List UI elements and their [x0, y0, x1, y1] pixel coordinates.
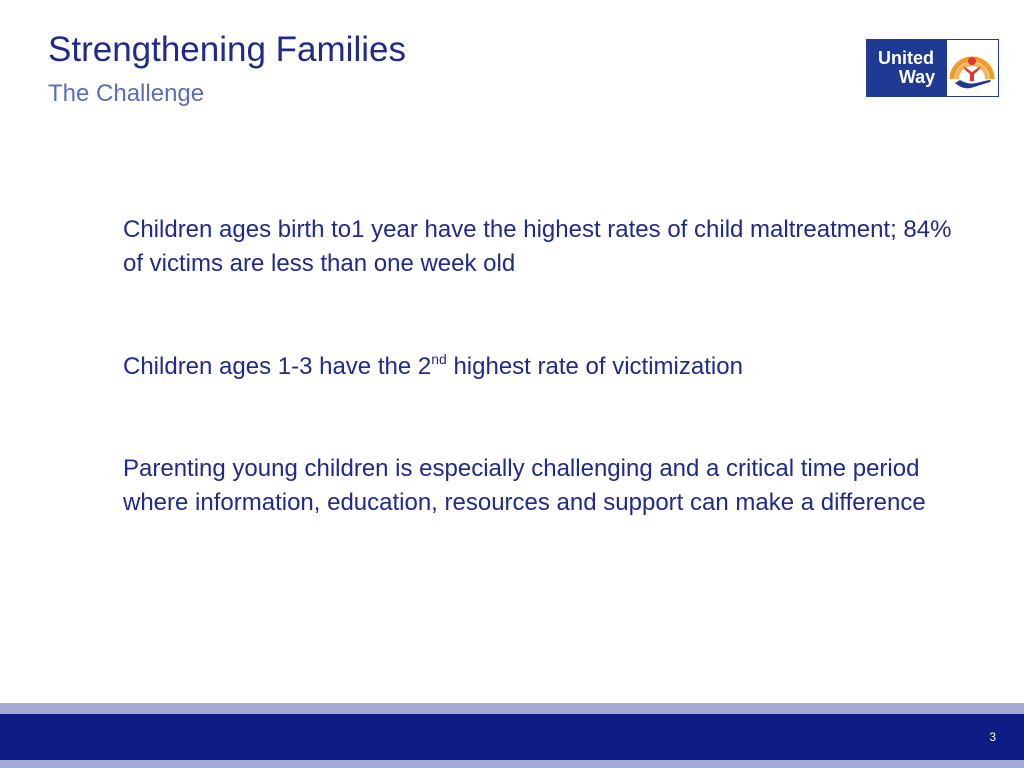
ordinal-superscript: nd [431, 351, 447, 367]
slide-title: Strengthening Families [48, 30, 406, 69]
united-way-logo [866, 39, 999, 97]
paragraph-infant-maltreatment: Children ages birth to1 year have the highest rates of child maltreatment; 84% of victims are less than one week old [123, 216, 952, 277]
paragraph-parenting-challenge: Parenting young children is especially challenging and a critical time period where information, education, resources and support can make a difference [123, 455, 926, 516]
logo-word-way: Way [898, 67, 936, 87]
logo-wordmark [866, 39, 946, 97]
footer-bottom-band [0, 760, 1024, 768]
paragraph-ages-1-3 [123, 350, 953, 384]
logo-word-united: United [878, 48, 934, 69]
united-way-hand-rainbow-icon [946, 39, 999, 97]
footer-dark-band [0, 714, 1024, 760]
paragraph2-text-after: highest rate of victimization [446, 353, 743, 380]
paragraph2-text-before: Children ages 1-3 have the 2 [123, 353, 432, 380]
page-number: 3 [989, 730, 996, 744]
slide-subtitle: The Challenge [48, 80, 205, 107]
footer-light-band [0, 703, 1024, 714]
